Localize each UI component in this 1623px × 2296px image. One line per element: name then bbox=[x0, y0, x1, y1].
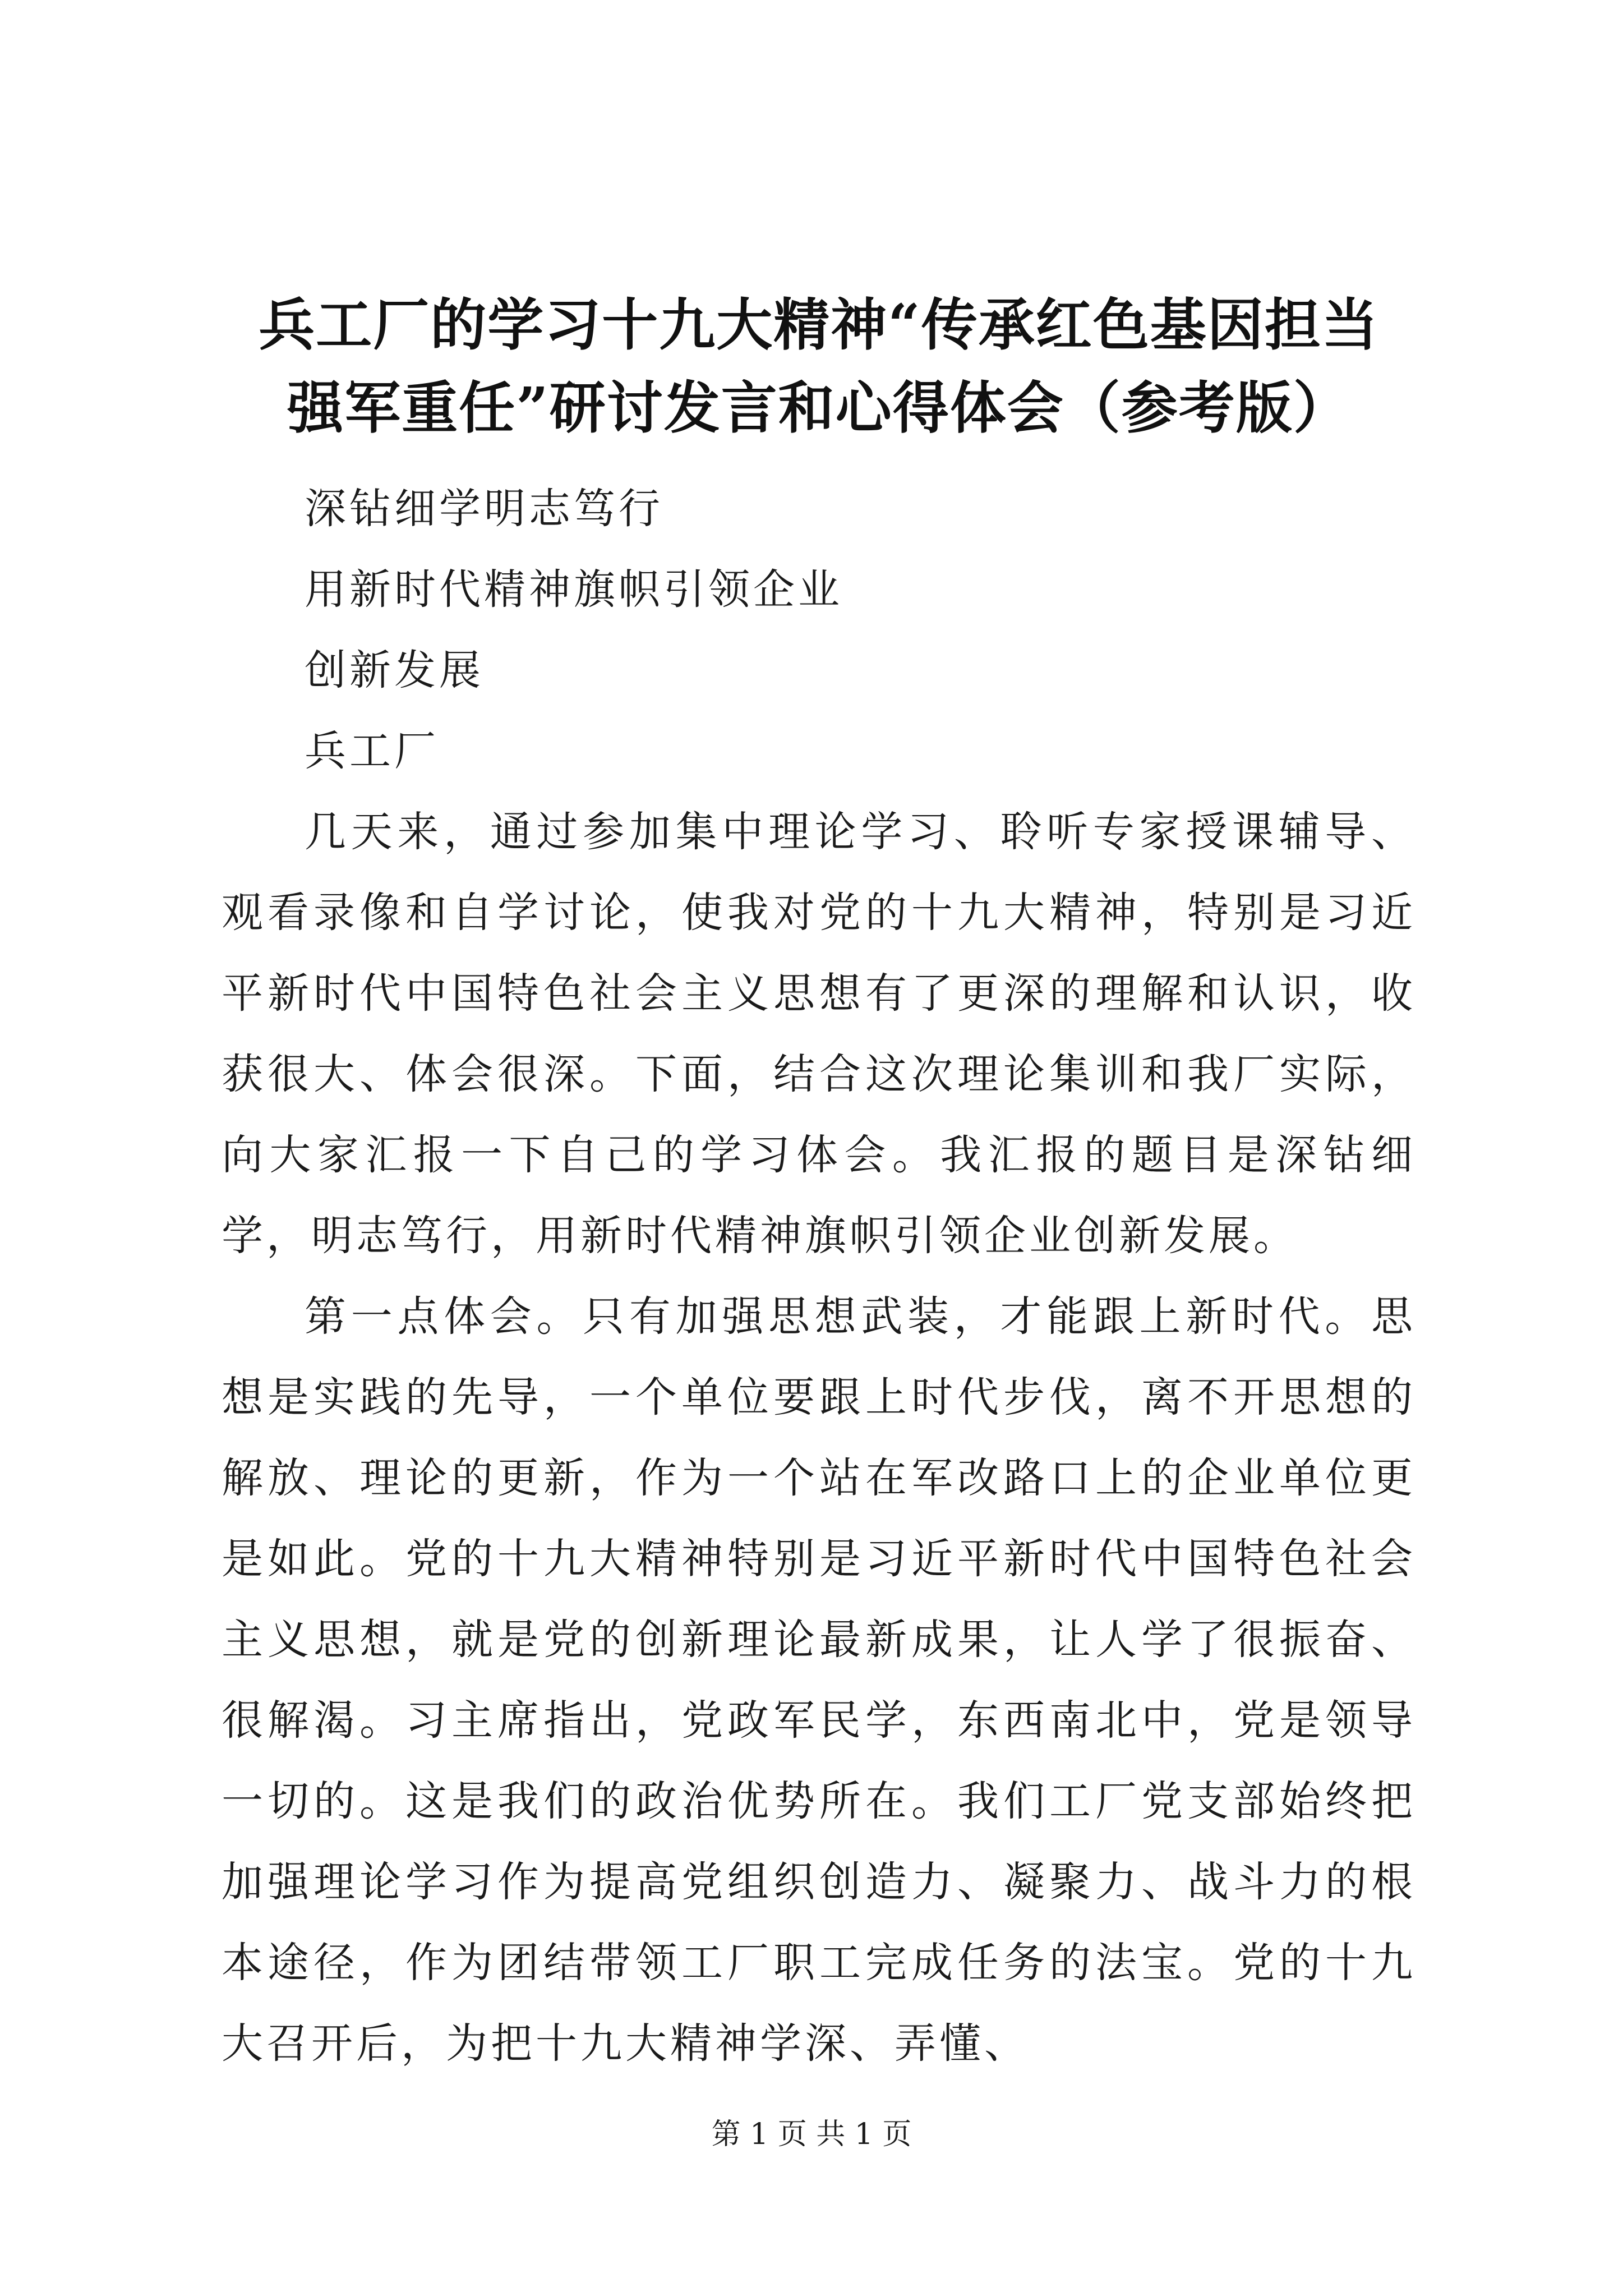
subtitle-line-3: 创新发展 bbox=[305, 646, 484, 694]
paragraph-first-point: 第一点体会。只有加强思想武装，才能跟上新时代。思想是实践的先导，一个单位要跟上时代步伐，离不开思想的解放、理论的更新，作为一个站在军改路口上的企业单位更是如此。党的十九大精神特别是习近平新时代中国特色社会主义思想，就是党的创新理论最新成果，让人学了很振奋、很解渴。习主席指出，党政军民学，东西南北中，党是领导一切的。这是我们的政治优势所在。我们工厂党支部始终把加强理论学习作为提高党组织创造力、凝聚力、战斗力的根本途径，作为团结带领工厂职工完成任务的法宝。党的十九大召开后，为把十九大精神学深、弄懂、 bbox=[222, 1292, 1416, 2068]
document-title bbox=[216, 283, 1422, 449]
subtitle-line-1: 深钻细学明志笃行 bbox=[305, 485, 663, 533]
title-line-2: 强军重任”研讨发言和心得体会（参考版） bbox=[287, 375, 1350, 441]
author-line: 兵工厂 bbox=[305, 727, 439, 775]
document-body bbox=[222, 468, 1416, 2084]
paragraph-intro: 几天来，通过参加集中理论学习、聆听专家授课辅导、观看录像和自学讨论，使我对党的十九大精神，特别是习近平新时代中国特色社会主义思想有了更深的理解和认识，收获很大、体会很深。下面，结合这次理论集训和我厂实际，向大家汇报一下自己的学习体会。我汇报的题目是深钻细学，明志笃行，用新时代精神旗帜引领企业创新发展。 bbox=[222, 808, 1416, 1260]
page-footer: 第 1 页 共 1 页 bbox=[711, 2118, 912, 2151]
subtitle-line-2: 用新时代精神旗帜引领企业 bbox=[305, 565, 843, 614]
title-line-1: 兵工厂的学习十九大精神“传承红色基因担当 bbox=[259, 292, 1379, 358]
